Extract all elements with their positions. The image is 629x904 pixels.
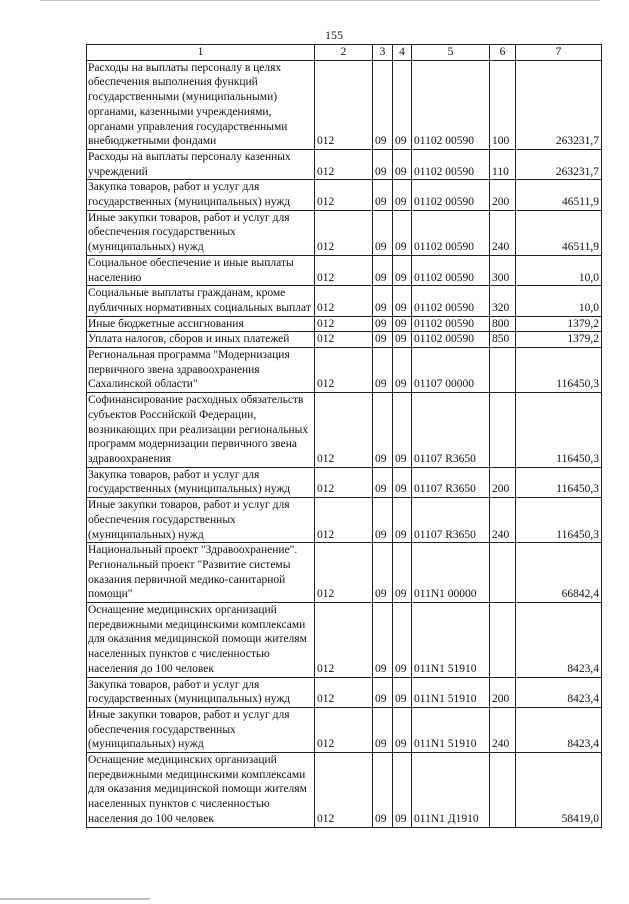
column-header: 3 (373, 45, 393, 61)
row-name: Оснащение медицинских организаций передвижными медицинскими комплексами для оказания медицинской помощи жителям населенных пунктов с численностью населения до 100 человек (87, 753, 315, 828)
cell-ministry-code: 012 (315, 393, 373, 468)
table-row (87, 348, 602, 393)
table-row (87, 498, 602, 543)
row-name: Социальные выплаты гражданам, кроме публичных нормативных социальных выплат (87, 286, 315, 316)
table-row (87, 603, 602, 678)
row-name: Социальное обеспечение и иные выплаты населению (87, 255, 315, 285)
cell-ministry-code: 012 (315, 149, 373, 179)
table-row (87, 332, 602, 348)
cell-subsection: 09 (393, 348, 412, 393)
cell-section: 09 (373, 60, 393, 149)
column-header: 1 (87, 45, 315, 61)
cell-amount: 10,0 (516, 286, 602, 316)
cell-subsection: 09 (393, 286, 412, 316)
table-row (87, 60, 602, 149)
cell-subsection: 09 (393, 753, 412, 828)
row-name: Расходы на выплаты персоналу казенных учреждений (87, 149, 315, 179)
cell-subsection: 09 (393, 677, 412, 707)
cell-expense-type (490, 393, 516, 468)
cell-amount: 10,0 (516, 255, 602, 285)
table-row (87, 467, 602, 497)
cell-section: 09 (373, 498, 393, 543)
cell-subsection: 09 (393, 316, 412, 332)
cell-section: 09 (373, 707, 393, 752)
cell-section: 09 (373, 603, 393, 678)
cell-amount: 116450,3 (516, 467, 602, 497)
cell-section: 09 (373, 467, 393, 497)
cell-ministry-code: 012 (315, 210, 373, 255)
table-row (87, 753, 602, 828)
cell-amount: 46511,9 (516, 180, 602, 210)
cell-target-article: 01102 00590 (412, 210, 490, 255)
cell-amount: 8423,4 (516, 707, 602, 752)
cell-expense-type: 100 (490, 60, 516, 149)
cell-section: 09 (373, 149, 393, 179)
table-row (87, 707, 602, 752)
header-row (87, 45, 602, 61)
cell-section: 09 (373, 677, 393, 707)
cell-amount: 46511,9 (516, 210, 602, 255)
cell-subsection: 09 (393, 543, 412, 603)
cell-amount: 1379,2 (516, 332, 602, 348)
cell-ministry-code: 012 (315, 255, 373, 285)
cell-ministry-code: 012 (315, 332, 373, 348)
cell-ministry-code: 012 (315, 603, 373, 678)
cell-subsection: 09 (393, 498, 412, 543)
row-name: Уплата налогов, сборов и иных платежей (87, 332, 315, 348)
cell-subsection: 09 (393, 60, 412, 149)
cell-target-article: 01107 R3650 (412, 393, 490, 468)
cell-expense-type (490, 603, 516, 678)
row-name: Расходы на выплаты персоналу в целях обеспечения выполнения функций государственными (муниципальными) органами, казенными учреждениями, органами управления государственными внебюджетными фондами (87, 60, 315, 149)
column-header: 5 (412, 45, 490, 61)
cell-target-article: 01102 00590 (412, 316, 490, 332)
cell-expense-type: 200 (490, 180, 516, 210)
table-row (87, 180, 602, 210)
scan-edge-bottom (0, 898, 150, 900)
cell-expense-type: 200 (490, 677, 516, 707)
cell-ministry-code: 012 (315, 286, 373, 316)
cell-expense-type (490, 348, 516, 393)
cell-section: 09 (373, 543, 393, 603)
cell-section: 09 (373, 753, 393, 828)
cell-amount: 58419,0 (516, 753, 602, 828)
cell-subsection: 09 (393, 393, 412, 468)
cell-amount: 66842,4 (516, 543, 602, 603)
cell-amount: 1379,2 (516, 316, 602, 332)
table-row (87, 255, 602, 285)
cell-section: 09 (373, 348, 393, 393)
cell-expense-type (490, 753, 516, 828)
cell-amount: 8423,4 (516, 603, 602, 678)
cell-amount: 8423,4 (516, 677, 602, 707)
cell-section: 09 (373, 180, 393, 210)
table-row (87, 210, 602, 255)
cell-subsection: 09 (393, 255, 412, 285)
table-row (87, 543, 602, 603)
cell-target-article: 01102 00590 (412, 255, 490, 285)
cell-subsection: 09 (393, 707, 412, 752)
cell-amount: 263231,7 (516, 60, 602, 149)
table-row (87, 677, 602, 707)
row-name: Иные закупки товаров, работ и услуг для обеспечения государственных (муниципальных) нужд (87, 210, 315, 255)
cell-ministry-code: 012 (315, 180, 373, 210)
cell-expense-type: 240 (490, 707, 516, 752)
cell-target-article: 011N1 51910 (412, 707, 490, 752)
cell-subsection: 09 (393, 210, 412, 255)
table-row (87, 393, 602, 468)
row-name: Закупка товаров, работ и услуг для государственных (муниципальных) нужд (87, 467, 315, 497)
cell-expense-type (490, 543, 516, 603)
row-name: Закупка товаров, работ и услуг для государственных (муниципальных) нужд (87, 677, 315, 707)
column-header: 2 (315, 45, 373, 61)
cell-section: 09 (373, 286, 393, 316)
cell-target-article: 01102 00590 (412, 60, 490, 149)
row-name: Иные закупки товаров, работ и услуг для обеспечения государственных (муниципальных) нужд (87, 498, 315, 543)
cell-subsection: 09 (393, 603, 412, 678)
row-name: Национальный проект "Здравоохранение". Региональный проект "Развитие системы оказания первичной медико-санитарной помощи" (87, 543, 315, 603)
cell-expense-type: 300 (490, 255, 516, 285)
cell-expense-type: 200 (490, 467, 516, 497)
cell-subsection: 09 (393, 180, 412, 210)
row-name: Оснащение медицинских организаций передвижными медицинскими комплексами для оказания медицинской помощи жителям населенных пунктов с численностью населения до 100 человек (87, 603, 315, 678)
cell-ministry-code: 012 (315, 316, 373, 332)
cell-target-article: 01107 00000 (412, 348, 490, 393)
cell-expense-type: 240 (490, 210, 516, 255)
cell-expense-type: 240 (490, 498, 516, 543)
cell-section: 09 (373, 255, 393, 285)
column-header: 7 (516, 45, 602, 61)
cell-expense-type: 800 (490, 316, 516, 332)
cell-ministry-code: 012 (315, 543, 373, 603)
row-name: Закупка товаров, работ и услуг для государственных (муниципальных) нужд (87, 180, 315, 210)
cell-amount: 263231,7 (516, 149, 602, 179)
cell-target-article: 011N1 51910 (412, 603, 490, 678)
cell-expense-type: 110 (490, 149, 516, 179)
cell-target-article: 01107 R3650 (412, 498, 490, 543)
row-name: Региональная программа "Модернизация первичного звена здравоохранения Сахалинской области" (87, 348, 315, 393)
table-row (87, 286, 602, 316)
cell-ministry-code: 012 (315, 707, 373, 752)
table-row (87, 316, 602, 332)
cell-target-article: 01102 00590 (412, 180, 490, 210)
row-name: Иные бюджетные ассигнования (87, 316, 315, 332)
budget-table (86, 44, 602, 828)
cell-ministry-code: 012 (315, 348, 373, 393)
column-header: 6 (490, 45, 516, 61)
cell-target-article: 011N1 Д1910 (412, 753, 490, 828)
cell-target-article: 01102 00590 (412, 286, 490, 316)
page-number: 155 (325, 28, 343, 42)
cell-section: 09 (373, 316, 393, 332)
cell-ministry-code: 012 (315, 60, 373, 149)
cell-target-article: 01107 R3650 (412, 467, 490, 497)
cell-amount: 116450,3 (516, 498, 602, 543)
cell-subsection: 09 (393, 149, 412, 179)
table-row (87, 149, 602, 179)
cell-target-article: 011N1 00000 (412, 543, 490, 603)
row-name: Софинансирование расходных обязательств субъектов Российской Федерации, возникающих при реализации региональных программ модернизации первичного звена здравоохранения (87, 393, 315, 468)
cell-expense-type: 850 (490, 332, 516, 348)
cell-amount: 116450,3 (516, 393, 602, 468)
cell-subsection: 09 (393, 467, 412, 497)
cell-section: 09 (373, 332, 393, 348)
cell-target-article: 01102 00590 (412, 149, 490, 179)
cell-amount: 116450,3 (516, 348, 602, 393)
column-header: 4 (393, 45, 412, 61)
cell-subsection: 09 (393, 332, 412, 348)
cell-expense-type: 320 (490, 286, 516, 316)
cell-ministry-code: 012 (315, 498, 373, 543)
cell-target-article: 011N1 51910 (412, 677, 490, 707)
row-name: Иные закупки товаров, работ и услуг для обеспечения государственных (муниципальных) нужд (87, 707, 315, 752)
cell-section: 09 (373, 210, 393, 255)
cell-ministry-code: 012 (315, 753, 373, 828)
scan-edge-top (40, 0, 600, 1)
cell-target-article: 01102 00590 (412, 332, 490, 348)
cell-ministry-code: 012 (315, 467, 373, 497)
cell-section: 09 (373, 393, 393, 468)
cell-ministry-code: 012 (315, 677, 373, 707)
